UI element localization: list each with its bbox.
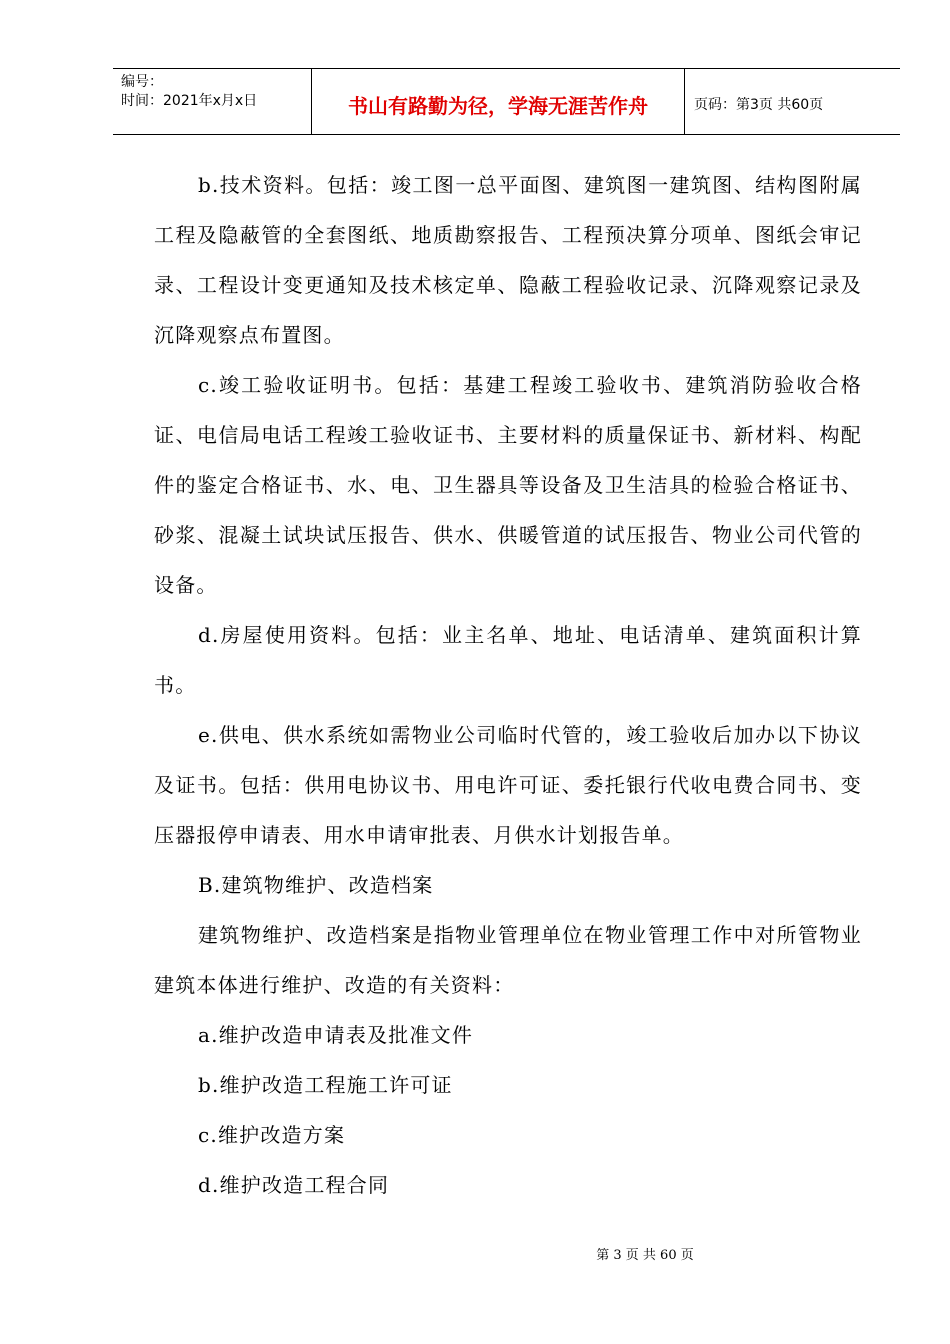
document-body — [154, 160, 862, 1210]
document-time-label: 时间：2021年x月x日 — [121, 93, 258, 109]
page-footer: 第 3 页 共 60 页 — [596, 1248, 694, 1263]
document-number-label: 编号： — [121, 74, 163, 90]
list-item-permit: b.维护改造工程施工许可证 — [198, 1073, 453, 1097]
paragraph-power-water: e.供电、供水系统如需物业公司临时代管的，竣工验收后加办以下协议及证书。包括：供用电协议书、用电许可证、委托银行代收电费合同书、变压器报停申请表、用水申请审批表、月供水计划报告单。 — [154, 723, 862, 847]
header-meta — [113, 69, 312, 134]
paragraph-usage-data: d.房屋使用资料。包括：业主名单、地址、电话清单、建筑面积计算书。 — [154, 623, 862, 697]
paragraph-technical-data: b.技术资料。包括：竣工图一总平面图、建筑图一建筑图、结构图附属工程及隐蔽管的全套图纸、地质勘察报告、工程预决算分项单、图纸会审记录、工程设计变更通知及技术核定单、隐蔽工程验收记录、沉降观察记录及沉降观察点布置图。 — [154, 173, 862, 347]
paragraph-maintenance-intro: 建筑物维护、改造档案是指物业管理单位在物业管理工作中对所管物业建筑本体进行维护、改造的有关资料： — [154, 923, 862, 997]
page-header — [113, 68, 900, 135]
list-item-application: a.维护改造申请表及批准文件 — [198, 1023, 474, 1047]
section-heading-maintenance: B.建筑物维护、改造档案 — [198, 873, 434, 897]
list-item-contract: d.维护改造工程合同 — [198, 1173, 390, 1197]
list-item-plan: c.维护改造方案 — [198, 1123, 346, 1147]
header-motto: 书山有路勤为径，学海无涯苦作舟 — [312, 69, 685, 134]
paragraph-completion-certificates: c.竣工验收证明书。包括：基建工程竣工验收书、建筑消防验收合格证、电信局电话工程竣工验收证书、主要材料的质量保证书、新材料、构配件的鉴定合格证书、水、电、卫生器具等设备及卫生洁具的检验合格证书、砂浆、混凝土试块试压报告、供水、供暖管道的试压报告、物业公司代管的设备。 — [154, 373, 862, 597]
header-page-info: 页码：第3页 共60页 — [694, 96, 824, 113]
